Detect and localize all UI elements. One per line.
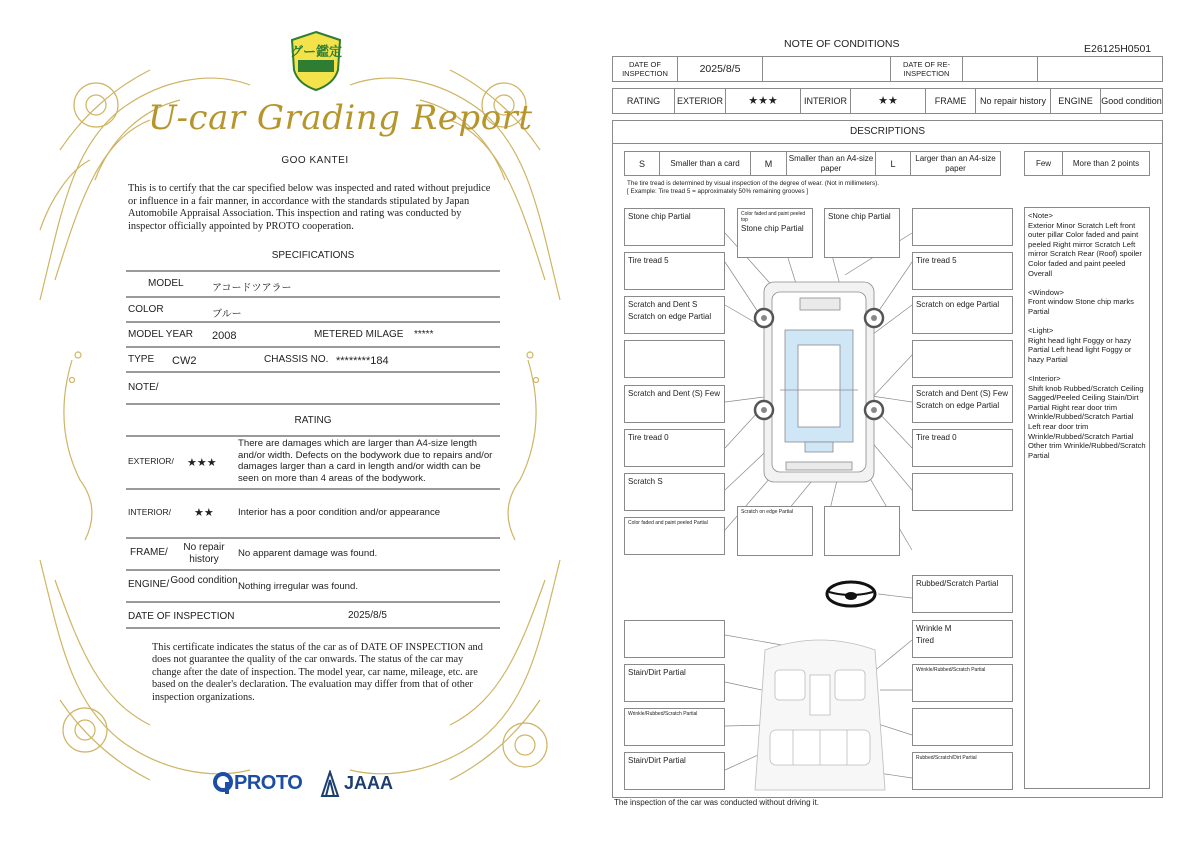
exterior-box: Tire tread 0 xyxy=(912,429,1013,467)
certificate-intro: This is to certify that the car specified below was inspected and rated without prejudice or influence in a fair manner, in accordance with the standards stipulated by Japan Automobile Appraisal Association. This inspection and rating was conducted by inspector officially appointed by PROTO cooperation. xyxy=(128,183,491,232)
exterior-box: Scratch S xyxy=(624,473,725,511)
proto-logo-text: PROTO xyxy=(234,772,303,794)
frame-label: FRAME/ xyxy=(130,547,168,558)
exterior-box: Stone chip Partial xyxy=(624,208,725,246)
exterior-box: Tire tread 0 xyxy=(624,429,725,467)
exterior-label: EXTERIOR/ xyxy=(128,456,174,466)
engine-description: Nothing irregular was found. xyxy=(238,581,358,592)
legend-l-desc: Larger than an A4-size paper xyxy=(915,153,996,173)
mileage-label: METERED MILAGE xyxy=(314,329,404,340)
interior-box: Wrinkle/Rubbed/Scratch Partial xyxy=(624,708,725,746)
model-label: MODEL xyxy=(148,278,184,289)
divider xyxy=(126,435,500,437)
color-label: COLOR xyxy=(128,304,164,315)
color-value: ブルー xyxy=(212,309,242,320)
interior-description: Interior has a poor condition and/or appearance xyxy=(238,507,441,518)
divider xyxy=(126,296,500,298)
legend-s: S xyxy=(638,158,645,169)
type-label: TYPE xyxy=(128,354,155,365)
engine-label: ENGINE/ xyxy=(128,579,170,590)
interior-box xyxy=(912,708,1013,746)
exterior-description: There are damages which are larger than A4-size length and/or width. Defects on the bodywork due to repairs and/or damages larger than a card in length and/or width can be seen on more than 4 areas of the bodywork. xyxy=(238,438,493,484)
exterior-box: Scratch on edge Partial xyxy=(737,506,813,556)
exterior-box: Tire tread 5 xyxy=(624,252,725,290)
divider xyxy=(126,270,500,272)
interior-stars: ★★ xyxy=(194,507,214,519)
exterior-box xyxy=(824,506,900,556)
exterior-box: Stone chip Partial xyxy=(824,208,900,258)
legend-few-desc: More than 2 points xyxy=(1072,158,1140,168)
proto-logo-icon xyxy=(212,770,234,796)
legend-l: L xyxy=(890,158,896,169)
tire-note: The tire tread is determined by visual inspection of the degree of wear. (Not in millimeters). [ Example: Tire tread 5 = approximately 50% remaining grooves ] xyxy=(627,180,879,195)
interior-label: INTERIOR xyxy=(803,96,847,106)
divider xyxy=(126,488,500,490)
divider xyxy=(126,403,500,405)
inspection-disclaimer: The inspection of the car was conducted without driving it. xyxy=(614,798,819,807)
mileage-value: ***** xyxy=(414,329,434,340)
date-of-reinspection-label: DATE OF RE-INSPECTION xyxy=(903,60,950,78)
divider xyxy=(126,569,500,571)
engine-value: Good condition xyxy=(1101,96,1162,106)
divider xyxy=(126,537,500,539)
certificate-subtitle: GOO KANTEI xyxy=(281,155,349,166)
descriptions-heading: DESCRIPTIONS xyxy=(849,126,925,137)
exterior-box xyxy=(624,340,725,378)
jaaa-logo-text: JAAA xyxy=(344,773,394,793)
legend-s-desc: Smaller than a card xyxy=(670,158,740,168)
date-of-inspection-label: DATE OF INSPECTION xyxy=(622,60,668,78)
goo-kantei-badge-icon xyxy=(288,30,344,92)
exterior-stars: ★★★ xyxy=(748,95,778,107)
model-value: アコードツアラー xyxy=(212,283,292,294)
exterior-box: Scratch and Dent (S) Few Scratch on edge Partial xyxy=(912,385,1013,423)
exterior-box: Scratch and Dent S Scratch on edge Partial xyxy=(624,296,725,334)
interior-box xyxy=(624,620,725,658)
frame-description: No apparent damage was found. xyxy=(238,548,378,559)
jaaa-logo-icon xyxy=(320,770,340,798)
divider xyxy=(126,321,500,323)
interior-box: Stain/Dirt Partial xyxy=(624,752,725,790)
chassis-value: ********184 xyxy=(336,355,389,367)
exterior-box: Color faded and paint peeled top Stone chip Partial xyxy=(737,208,813,258)
interior-box: Stain/Dirt Partial xyxy=(624,664,725,702)
exterior-label: EXTERIOR xyxy=(676,96,723,106)
divider xyxy=(126,627,500,629)
frame-value: No repair history xyxy=(979,96,1047,106)
exterior-box: Tire tread 5 xyxy=(912,252,1013,290)
interior-box: Rubbed/Scratch Partial xyxy=(912,575,1013,613)
interior-box: Rubbed/Scratch/Dirt Partial xyxy=(912,752,1013,790)
certificate-footer: This certificate indicates the status of the car as of DATE OF INSPECTION and does not guarantee the quality of the car onwards. The status of the car may change after the date of inspection. The model year, car name, mileage, etc. are based on the dealer's declaration. The evaluation may differ from that of other inspection organizations. xyxy=(152,642,483,703)
date-value: 2025/8/5 xyxy=(348,610,387,621)
exterior-box: Scratch and Dent (S) Few xyxy=(624,385,725,423)
exterior-stars: ★★★ xyxy=(187,457,217,469)
divider xyxy=(126,601,500,603)
chassis-label: CHASSIS NO. xyxy=(264,354,329,365)
interior-box: Wrinkle/Rubbed/Scratch Partial xyxy=(912,664,1013,702)
engine-label: ENGINE xyxy=(1058,96,1093,106)
specifications-heading: SPECIFICATIONS xyxy=(271,250,355,261)
divider xyxy=(126,346,500,348)
sheet-title: NOTE OF CONDITIONS xyxy=(784,38,900,50)
note-label: NOTE/ xyxy=(128,382,159,393)
legend-few: Few xyxy=(1035,158,1052,168)
rating-heading: RATING xyxy=(294,415,332,426)
exterior-box: Scratch on edge Partial xyxy=(912,296,1013,334)
frame-value: No repair history xyxy=(183,542,225,565)
legend-m-desc: Smaller than an A4-size paper xyxy=(788,153,874,173)
certificate-title: U-car Grading Report xyxy=(148,98,533,138)
interior-label: INTERIOR/ xyxy=(128,507,171,517)
notes-panel: <Note> Exterior Minor Scratch Left front outer pillar Color faded and paint peeled Right mirror Scratch Left mirror Scratch Rear (Roof) spoiler Color faded and paint peeled Overall <Window> Front window Stone chip marks Partial <Light> Right head light Foggy or hazy Partial Left head light Foggy or hazy Partial <Interior> Shift knob Rubbed/Scratch Ceiling Sagged/Peeled Ceiling Stain/Dirt Partial Right rear door trim Wrinkle/Rubbed/Scratch Partial Left rear door trim Wrinkle/Rubbed/Scratch Partial Other trim Wrinkle/Rubbed/Scratch Partial xyxy=(1024,207,1150,789)
steering-wheel-icon xyxy=(827,582,875,606)
divider xyxy=(126,371,500,373)
badge-text: グー鑑定 xyxy=(289,45,343,60)
exterior-box xyxy=(912,208,1013,246)
model-year-value: 2008 xyxy=(212,330,237,342)
exterior-box xyxy=(912,340,1013,378)
interior-box: Wrinkle M Tired xyxy=(912,620,1013,658)
exterior-box xyxy=(912,473,1013,511)
interior-stars: ★★ xyxy=(878,95,898,107)
type-value: CW2 xyxy=(172,355,197,367)
date-label: DATE OF INSPECTION xyxy=(128,611,235,622)
legend-m: M xyxy=(764,158,773,169)
engine-value: Good condition xyxy=(170,575,238,586)
sheet-id: E26125H0501 xyxy=(1084,43,1152,55)
date-of-inspection-value: 2025/8/5 xyxy=(699,63,741,75)
note-of-conditions-sheet xyxy=(600,0,1200,848)
rating-label: RATING xyxy=(626,96,661,106)
exterior-box: Color faded and paint peeled Partial xyxy=(624,517,725,555)
frame-label: FRAME xyxy=(934,96,967,106)
footer-logos xyxy=(212,770,412,798)
model-year-label: MODEL YEAR xyxy=(128,329,194,340)
